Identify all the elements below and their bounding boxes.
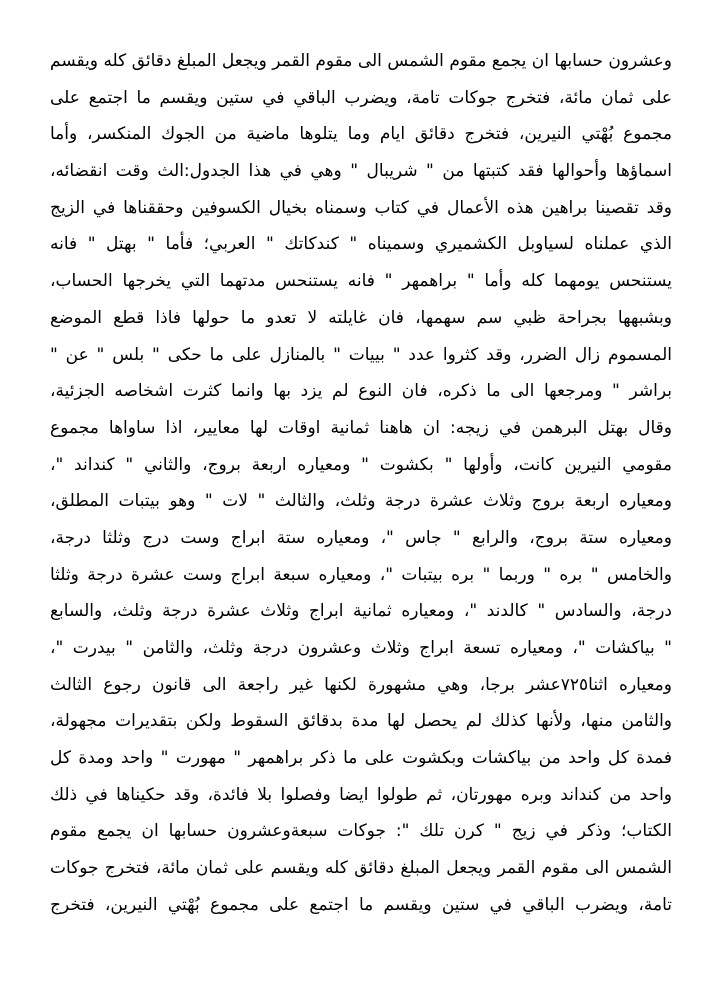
text-line: واحد من كنداند وبره مهورتان، ثم طولوا ايضا وفصلوا بلا فائدة، وقد حكيناها في ذلك: [50, 784, 672, 805]
text-line: فمدة كل واحد من بياكشات وبكشوت على ما ذكر براهمهر " مهورت " واحد ومدة كل: [50, 748, 672, 769]
text-line: درجة، والسادس " كالدند "، ومعياره ثمانية ابراج وثلاث عشرة درجة وثلث، والسابع: [50, 601, 672, 622]
text-line: ومعياره اربعة بروج وثلاث عشرة درجة وثلث، والثالث " لات " وهو بيتبات المطلق،: [50, 491, 672, 512]
body-text: [50, 43, 672, 924]
text-line: وقد تقصينا براهين هذه الأعمال في كتاب وسمناه بخيال الكسوفين وحققناها في الزيج: [50, 197, 672, 218]
text-line: المسموم زال الضرر، وقد كثروا عدد " بييات " بالمنازل على ما حكى " بلس " عن ": [50, 344, 672, 365]
text-line: ومعياره اثنا٧٢٥عشر برجا، وهي مشهورة لكنها غير راجعة الى قانون رجوع الثالث: [50, 674, 672, 695]
text-line: على ثمان مائة، فتخرج جوكات تامة، ويضرب الباقي في ستين ويقسم ما اجتمع على: [50, 87, 672, 108]
text-line: " بياكشات "، ومعياره تسعة ابراج وثلاث وعشرون درجة وثلث، والثامن " بيدرت "،: [50, 638, 672, 658]
text-line: مقومي النيرين كانت، وأولها " بكشوت " ومعياره اربعة بروج، والثاني " كنداند "،: [50, 454, 672, 475]
text-line: وعشرون حسابها ان يجمع مقوم الشمس الى مقوم القمر ويجعل المبلغ دقائق كله ويقسم: [50, 51, 672, 71]
text-line: الشمس الى مقوم القمر ويجعل المبلغ دقائق كله ويقسم على ثمان مائة، فتخرج جوكات: [50, 858, 672, 879]
text-line: وبشبهها بجراحة ظبي سم سهمها، فان غايلته لا تعدو ما حولها فاذا قطع الموضع: [50, 307, 672, 328]
text-line: الذي عملناه لسياوبل الكشميري وسميناه " كندكاتك " العربي؛ فأما " بهتل " فانه: [50, 234, 672, 255]
text-line: الكتاب؛ وذكر في زيج " كرن تلك ": جوكات سبعةوعشرون حسابها ان يجمع مقوم: [50, 821, 672, 842]
text-line: تامة، ويضرب الباقي في ستين ويقسم ما اجتمع على مجموع بُهْتي النيرين، فتخرج: [50, 894, 672, 915]
text-line: وقال بهتل البرهمن في زيجه: ان هاهنا ثمانية اوقات لها معايير، اذا ساواها مجموع: [50, 417, 672, 438]
text-line: يستنحس يومهما كله وأما " براهمهر " فانه يستنحس مدتهما التي يخرجها الحساب،: [50, 271, 672, 292]
text-line: والخامس " بره " وربما " بره بيتبات "، ومعياره سبعة ابراج وست عشرة درجة وثلثا: [50, 564, 672, 585]
text-line: مجموع بُهْتي النيرين، فتخرج دقائق ايام وما يتلوها ماضية من الجوك المنكسر، وأما: [50, 124, 672, 145]
text-line: اسماؤها وأحوالها فقد كتبتها من " شريبال " وهي في هذا الجدول:الث وقت انقضائه،: [50, 161, 672, 182]
text-line: براشر " ومرجعها الى ما ذكره، فان النوع لم يزد بها وانما كثرت اشخاصه الجزئية،: [50, 381, 672, 402]
text-line: والثامن منها، ولأنها كذلك لم يحصل لها مدة بدقائق السقوط ولكن بتقديرات مجهولة،: [50, 711, 672, 732]
text-line: ومعياره ستة بروج، والرابع " جاس "، ومعياره ستة ابراج وست درج وثلثا درجة،: [50, 527, 672, 548]
